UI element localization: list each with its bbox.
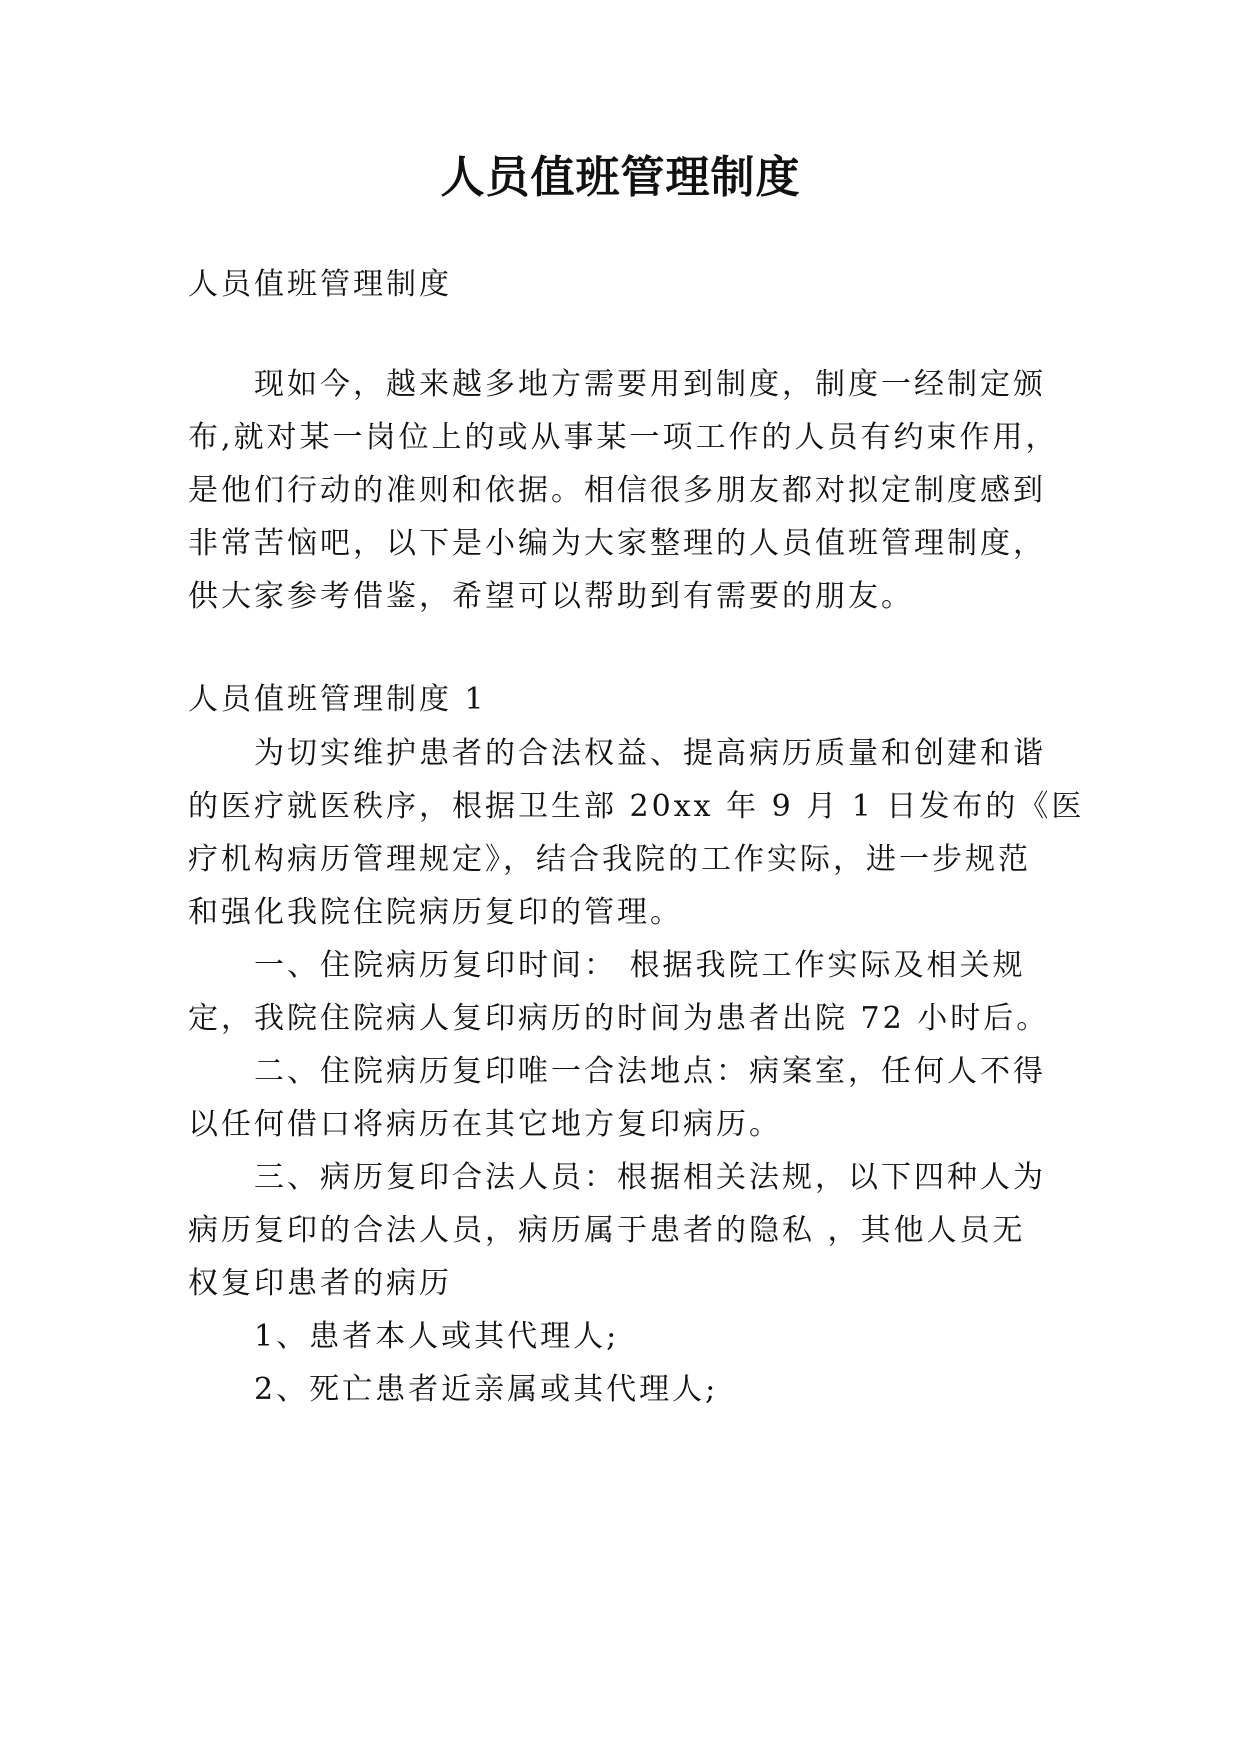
body-line: 为切实维护患者的合法权益、提高病历质量和创建和谐 <box>254 736 1046 771</box>
intro-line: 非常苦恼吧，以下是小编为大家整理的人员值班管理制度， <box>188 526 1046 561</box>
body-line: 权复印患者的病历 <box>188 1266 452 1301</box>
intro-line: 现如今，越来越多地方需要用到制度，制度一经制定颁 <box>254 367 1046 402</box>
body-line: 和强化我院住院病历复印的管理。 <box>188 895 683 930</box>
body-line: 的医疗就医秩序，根据卫生部 20xx 年 9 月 1 日发布的《医 <box>188 789 1085 824</box>
list-item: 1、患者本人或其代理人; <box>254 1319 620 1354</box>
list-item: 2、死亡患者近亲属或其代理人; <box>254 1372 719 1407</box>
document-title: 人员值班管理制度 <box>440 152 801 203</box>
document-subtitle: 人员值班管理制度 <box>188 267 452 302</box>
body-line: 以任何借口将病历在其它地方复印病历。 <box>188 1107 782 1142</box>
intro-line: 是他们行动的准则和依据。相信很多朋友都对拟定制度感到 <box>188 473 1046 508</box>
body-line: 定，我院住院病人复印病历的时间为患者出院 72 小时后。 <box>188 1001 1050 1036</box>
body-line: 一、住院病历复印时间： 根据我院工作实际及相关规 <box>254 948 1026 983</box>
section-heading: 人员值班管理制度 1 <box>188 682 487 717</box>
intro-line: 供大家参考借鉴，希望可以帮助到有需要的朋友。 <box>188 579 914 614</box>
body-line: 三、病历复印合法人员：根据相关法规，以下四种人为 <box>254 1160 1046 1195</box>
body-line: 疗机构病历管理规定》，结合我院的工作实际，进一步规范 <box>188 842 1031 877</box>
body-line: 病历复印的合法人员，病历属于患者的隐私 ，其他人员无 <box>188 1213 1026 1248</box>
body-line: 二、住院病历复印唯一合法地点：病案室，任何人不得 <box>254 1054 1046 1089</box>
intro-line: 布,就对某一岗位上的或从事某一项工作的人员有约束作用， <box>188 420 1059 455</box>
